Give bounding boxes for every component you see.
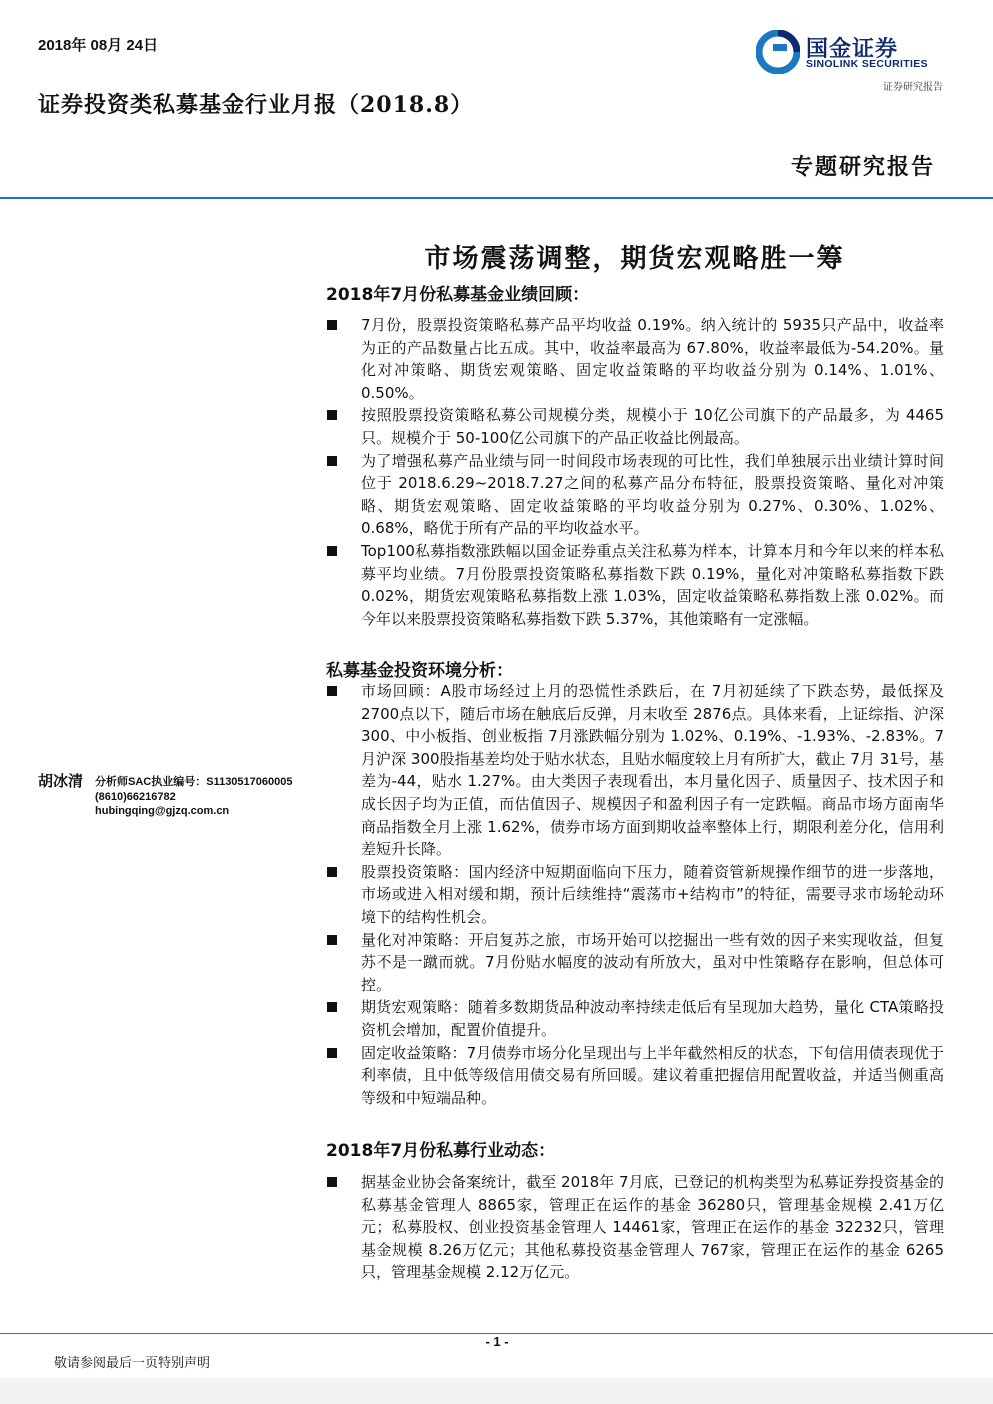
logo-subtitle: 证券研究报告	[883, 82, 943, 93]
analyst-sac-number: 分析师SAC执业编号：S1130517060005	[95, 776, 293, 788]
list-item	[326, 680, 944, 861]
header-divider	[0, 197, 993, 199]
list-item	[326, 314, 944, 404]
list-item-text: 市场回顾：A股市场经过上月的恐慌性杀跌后，在 7月初延续了下跌态势，最低探及 2700点以下，随后市场在触底后反弹，月末收至 2876点。具体来看，上证综指、沪深 300、中小板指、创业板指 7月涨跌幅分别为 1.02%、0.19%、-1.93%、-2.83%。7月沪深 300股指基差均处于贴水状态，且贴水幅度较上月有所扩大，截止 7月 31号，基差为-44，贴水 1.27%。由大类因子表现看出，本月量化因子、质量因子、技术因子和成长因子均为正值，而估值因子、规模因子和盈利因子有一定跌幅。商品市场方面南华商品指数全月上涨 1.62%，债券市场方面到期收益率整体上行，期限利差分化，信用利差短升长降。	[361, 682, 944, 859]
bullet-square-icon	[327, 456, 337, 466]
list-item	[326, 540, 944, 630]
list-item-text: 固定收益策略：7月债券市场分化呈现出与上半年截然相反的状态，下旬信用债表现优于利率债，且中低等级信用债交易有所回暖。建议着重把握信用配置收益，并适当侧重高等级和中短端品种。	[361, 1043, 944, 1107]
list-item-text: Top100私募指数涨跌幅以国金证券重点关注私募为样本，计算本月和今年以来的样本私募平均业绩。7月份股票投资策略私募指数下跌 0.19%，量化对冲策略私募指数下跌 0.02%，期货宏观策略私募指数上涨 1.03%，固定收益策略私募指数上涨 0.02%。而今年以来股票投资策略私募指数下跌 5.37%，其他策略有一定涨幅。	[361, 541, 944, 628]
bullet-square-icon	[327, 320, 337, 330]
bullet-square-icon	[327, 935, 337, 945]
list-item-text: 为了增强私募产品业绩与同一时间段市场表现的可比性，我们单独展示出业绩计算时间位于 2018.6.29~2018.7.27之间的私募产品分布特征，股票投资策略、量化对冲策略、期货宏观策略、固定收益策略的平均收益分别为 0.27%、0.30%、1.02%、0.68%，略优于所有产品的平均收益水平。	[361, 451, 944, 538]
bullet-square-icon	[327, 1048, 337, 1058]
section-industry-list	[326, 1171, 944, 1284]
list-item	[326, 861, 944, 929]
list-item	[326, 996, 944, 1041]
list-item	[326, 929, 944, 997]
section-environment-list	[326, 680, 944, 1109]
bullet-square-icon	[327, 686, 337, 696]
bullet-square-icon	[327, 867, 337, 877]
footer-disclaimer: 敬请参阅最后一页特别声明	[54, 1356, 211, 1371]
list-item	[326, 1042, 944, 1110]
section-performance-list	[326, 314, 944, 630]
list-item-text: 7月份，股票投资策略私募产品平均收益 0.19%。纳入统计的 5935只产品中，收益率为正的产品数量占比五成。其中，收益率最高为 67.80%，收益率最低为-54.20%。量化对冲策略、期货宏观策略、固定收益策略的平均收益分别为 0.14%、1.01%、0.50%。	[361, 316, 944, 402]
list-item-text: 股票投资策略：国内经济中短期面临向下压力，随着资管新规操作细节的进一步落地，市场或进入相对缓和期，预计后续维持“震荡市+结构市”的特征，需要寻求市场轮动环境下的结构性机会。	[361, 862, 944, 926]
section-heading-performance: 2018年7月份私募基金业绩回顾：	[326, 285, 590, 305]
page-number: - 1 -	[485, 1334, 509, 1349]
list-item-text: 按照股票投资策略私募公司规模分类，规模小于 10亿公司旗下的产品最多，为 4465只。规模介于 50-100亿公司旗下的产品正收益比例最高。	[361, 406, 944, 447]
report-title: 证券投资类私募基金行业月报（2018.8）	[38, 92, 474, 118]
analyst-name: 胡冰清	[38, 772, 84, 790]
list-item	[326, 404, 944, 449]
bullet-square-icon	[327, 546, 337, 556]
bottom-strip	[0, 1378, 993, 1404]
section-heading-environment: 私募基金投资环境分析：	[326, 661, 513, 681]
bullet-square-icon	[327, 410, 337, 420]
list-item-text: 据基金业协会备案统计，截至 2018年 7月底，已登记的机构类型为私募证券投资基金的私募基金管理人 8865家，管理正在运作的基金 36280只，管理基金规模 2.41万亿元；私募股权、创业投资基金管理人 14461家，管理正在运作的基金 32232只，管理基金规模 8.26万亿元；其他私募投资基金管理人 767家，管理正在运作的基金 6265只，管理基金规模 2.12万亿元。	[361, 1173, 944, 1282]
logo-name-cn: 国金证券	[806, 37, 899, 62]
logo-emblem-icon	[756, 30, 800, 74]
report-type: 专题研究报告	[790, 154, 935, 180]
analyst-phone: (8610)66216782	[95, 790, 176, 803]
main-title: 市场震荡调整，期货宏观略胜一筹	[424, 244, 845, 274]
list-item-text: 期货宏观策略：随着多数期货品种波动率持续走低后有呈现加大趋势，量化 CTA策略投资机会增加，配置价值提升。	[361, 998, 944, 1039]
logo-name-en: SINOLINK SECURITIES	[806, 58, 928, 70]
bullet-square-icon	[327, 1177, 337, 1187]
report-date: 2018年 08月 24日	[38, 37, 159, 54]
list-item-text: 量化对冲策略：开启复苏之旅，市场开始可以挖掘出一些有效的因子来实现收益，但复苏不是一蹴而就。7月份贴水幅度的波动有所放大，虽对中性策略存在影响，但总体可控。	[361, 930, 944, 994]
analyst-email[interactable]: hubingqing@gjzq.com.cn	[95, 805, 230, 817]
company-logo	[756, 30, 946, 78]
list-item	[326, 1171, 944, 1284]
list-item	[326, 450, 944, 540]
bullet-square-icon	[327, 1002, 337, 1012]
section-heading-industry: 2018年7月份私募行业动态：	[326, 1141, 556, 1161]
